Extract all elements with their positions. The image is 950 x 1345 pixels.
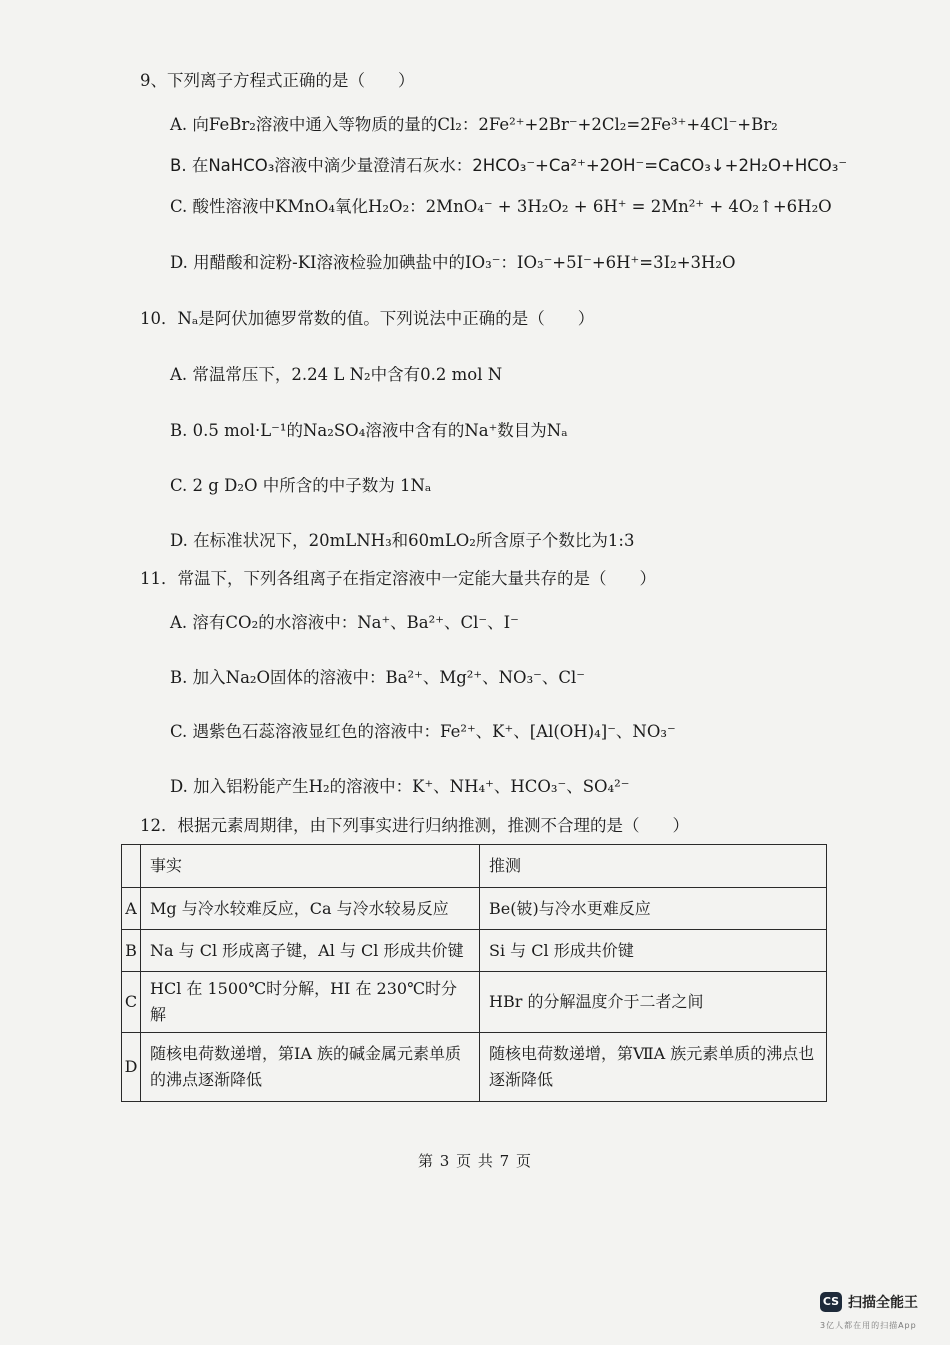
row-fact: HCl 在 1500℃时分解，HI 在 230℃时分解 [141,972,480,1033]
question-9-option-c: C. 酸性溶液中KMnO₄氧化H₂O₂：2MnO₄⁻ + 3H₂O₂ + 6H⁺ = 2Mn²⁺ + 4O₂↑+6H₂O [170,197,832,216]
question-11-option-a: A. 溶有CO₂的水溶液中：Na⁺、Ba²⁺、Cl⁻、I⁻ [170,613,519,632]
question-9-option-a: A. 向FeBr₂溶液中通入等物质的量的Cl₂：2Fe²⁺+2Br⁻+2Cl₂=2Fe³⁺+4Cl⁻+Br₂ [170,115,778,134]
table-row [122,972,827,1033]
table-header-fact: 事实 [141,845,480,888]
row-fact: Mg 与冷水较难反应，Ca 与冷水较易反应 [141,888,480,930]
row-label: C [122,972,141,1033]
question-10-option-b: B. 0.5 mol·L⁻¹的Na₂SO₄溶液中含有的Na⁺数目为Nₐ [170,421,568,440]
table-header-blank [122,845,141,888]
watermark-app-name: 扫描全能王 [848,1295,918,1311]
question-10-stem: 10．Nₐ是阿伏加德罗常数的值。下列说法中正确的是（ ） [140,309,595,328]
camscanner-logo-icon: CS [820,1292,842,1312]
question-12-stem: 12．根据元素周期律，由下列事实进行归纳推测，推测不合理的是（ ） [140,816,689,835]
question-10-option-a: A. 常温常压下，2.24 L N₂中含有0.2 mol N [170,365,503,384]
question-11-option-d: D. 加入铝粉能产生H₂的溶液中：K⁺、NH₄⁺、HCO₃⁻、SO₄²⁻ [170,777,630,796]
row-label: A [122,888,141,930]
table-row [122,1033,827,1102]
row-label: D [122,1033,141,1102]
table-row [122,930,827,972]
question-11-stem: 11．常温下，下列各组离子在指定溶液中一定能大量共存的是（ ） [140,569,656,588]
table-row [122,888,827,930]
table-header-guess: 推测 [480,845,827,888]
row-guess: Si 与 Cl 形成共价键 [480,930,827,972]
question-9-option-b: B. 在NaHCO₃溶液中滴少量澄清石灰水：2HCO₃⁻+Ca²⁺+2OH⁻=CaCO₃↓+2H₂O+HCO₃⁻ [170,156,848,175]
watermark-tagline: 3亿人都在用的扫描App [820,1321,917,1330]
row-fact: Na 与 Cl 形成离子键，Al 与 Cl 形成共价键 [141,930,480,972]
scanner-watermark [818,1290,938,1338]
question-9-stem: 9、下列离子方程式正确的是（ ） [140,71,415,90]
question-11-option-c: C. 遇紫色石蕊溶液显红色的溶液中：Fe²⁺、K⁺、[Al(OH)₄]⁻、NO₃⁻ [170,722,676,741]
question-9-option-d: D. 用醋酸和淀粉-KI溶液检验加碘盐中的IO₃⁻：IO₃⁻+5I⁻+6H⁺=3I₂+3H₂O [170,253,736,272]
row-guess: HBr 的分解温度介于二者之间 [480,972,827,1033]
question-10-option-d: D. 在标准状况下，20mLNH₃和60mLO₂所含原子个数比为1:3 [170,531,635,550]
facts-table [121,844,827,1102]
question-11-option-b: B. 加入Na₂O固体的溶液中：Ba²⁺、Mg²⁺、NO₃⁻、Cl⁻ [170,668,586,687]
row-guess: Be(铍)与冷水更难反应 [480,888,827,930]
question-10-option-c: C. 2 g D₂O 中所含的中子数为 1Nₐ [170,476,432,495]
table-header-row [122,845,827,888]
row-guess: 随核电荷数递增，第ⅦA 族元素单质的沸点也逐渐降低 [480,1033,827,1102]
row-label: B [122,930,141,972]
row-fact: 随核电荷数递增，第ⅠA 族的碱金属元素单质的沸点逐渐降低 [141,1033,480,1102]
page-number-footer: 第 3 页 共 7 页 [418,1152,532,1170]
